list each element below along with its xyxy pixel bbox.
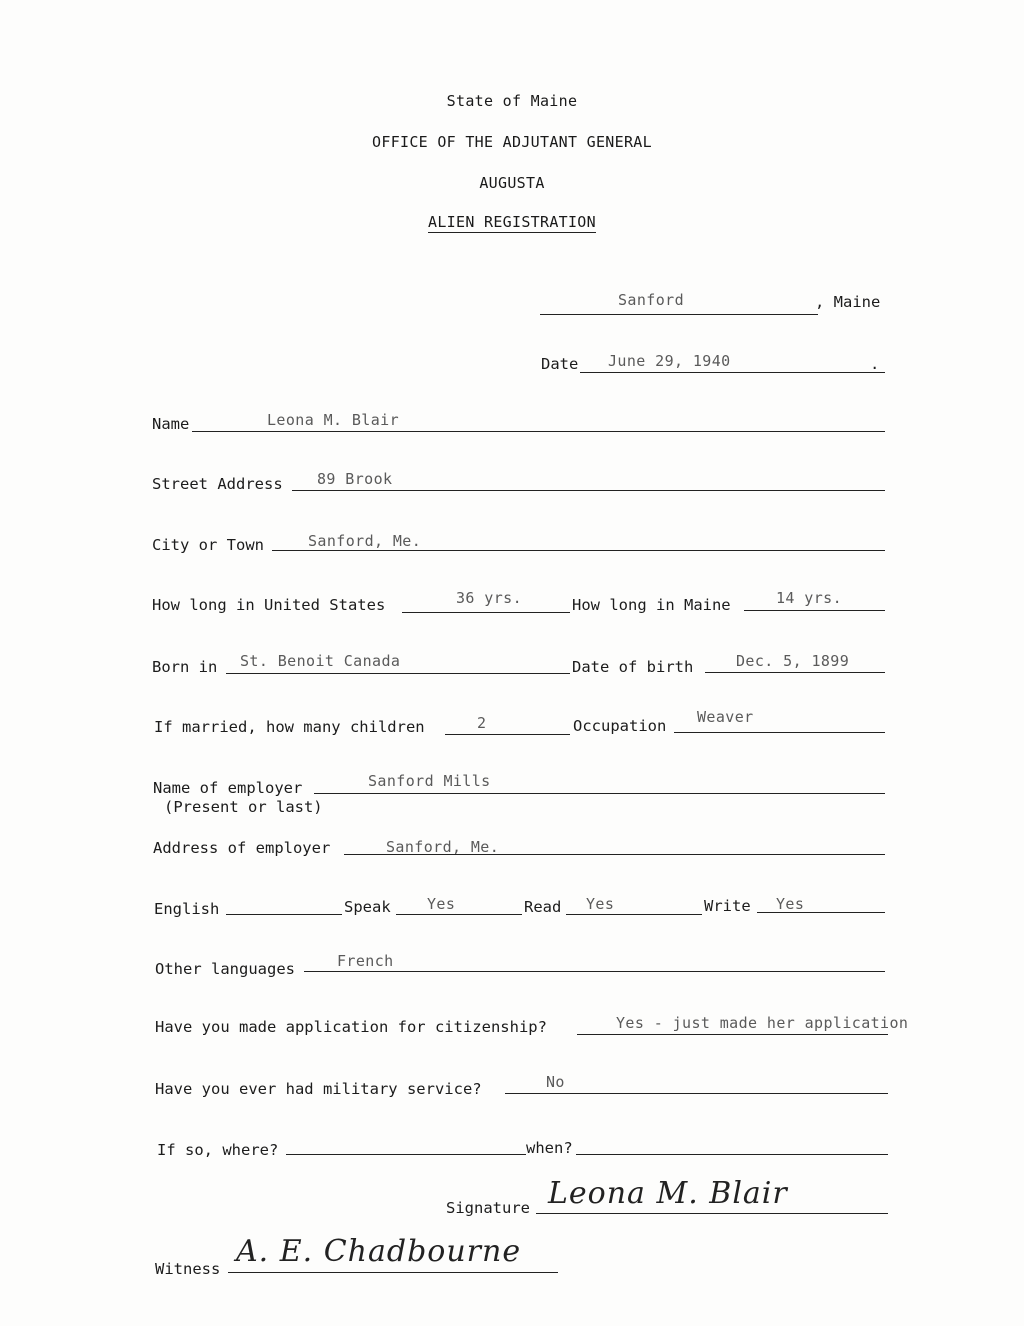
date-label: Date bbox=[541, 355, 579, 373]
write-label: Write bbox=[704, 897, 751, 915]
military-value: No bbox=[546, 1073, 565, 1091]
english-label: English bbox=[154, 900, 220, 918]
street-value: 89 Brook bbox=[317, 470, 393, 488]
speak-value: Yes bbox=[427, 895, 456, 913]
when-label: when? bbox=[526, 1139, 573, 1157]
header-city: AUGUSTA bbox=[479, 174, 545, 192]
city-label: City or Town bbox=[152, 536, 264, 554]
street-label: Street Address bbox=[152, 475, 283, 493]
date-line bbox=[580, 372, 885, 373]
how-long-maine-value: 14 yrs. bbox=[776, 589, 843, 607]
witness-value: A. E. Chadbourne bbox=[236, 1234, 522, 1269]
date-value: June 29, 1940 bbox=[608, 352, 731, 370]
signature-label: Signature bbox=[446, 1199, 530, 1217]
name-line bbox=[192, 431, 885, 432]
header-title-text: ALIEN REGISTRATION bbox=[428, 213, 596, 231]
where-line bbox=[286, 1154, 526, 1155]
witness-label: Witness bbox=[155, 1260, 221, 1278]
how-long-us-line bbox=[402, 612, 570, 613]
date-of-birth-value: Dec. 5, 1899 bbox=[736, 652, 850, 670]
employer-line bbox=[314, 793, 885, 794]
children-value: 2 bbox=[477, 714, 487, 732]
employer-address-label: Address of employer bbox=[153, 839, 331, 857]
city-value: Sanford, Me. bbox=[308, 532, 422, 550]
location-value: Sanford bbox=[618, 291, 685, 309]
how-long-maine-label: How long in Maine bbox=[572, 596, 731, 614]
date-end: . bbox=[870, 355, 880, 373]
street-line bbox=[292, 490, 885, 491]
children-label: If married, how many children bbox=[154, 718, 425, 736]
read-line bbox=[566, 914, 702, 915]
english-line bbox=[226, 914, 342, 915]
employer-value: Sanford Mills bbox=[368, 772, 491, 790]
location-line bbox=[540, 314, 818, 315]
occupation-label: Occupation bbox=[573, 717, 667, 735]
witness-line bbox=[228, 1272, 558, 1273]
header-state: State of Maine bbox=[446, 92, 578, 110]
children-line bbox=[445, 734, 570, 735]
other-languages-line bbox=[304, 971, 885, 972]
other-languages-label: Other languages bbox=[155, 960, 295, 978]
how-long-us-label: How long in United States bbox=[152, 596, 386, 614]
where-label: If so, where? bbox=[157, 1141, 279, 1159]
read-value: Yes bbox=[586, 895, 615, 913]
date-of-birth-label: Date of birth bbox=[572, 658, 694, 676]
header-title bbox=[0, 213, 1024, 231]
name-label: Name bbox=[152, 415, 190, 433]
citizenship-value: Yes - just made her application bbox=[616, 1014, 909, 1032]
how-long-us-value: 36 yrs. bbox=[456, 589, 523, 607]
name-value: Leona M. Blair bbox=[267, 411, 400, 429]
born-in-line bbox=[226, 673, 570, 674]
date-of-birth-line bbox=[705, 672, 885, 673]
employer-address-value: Sanford, Me. bbox=[386, 838, 500, 856]
citizenship-line bbox=[577, 1034, 888, 1035]
header-office: OFFICE OF THE ADJUTANT GENERAL bbox=[372, 133, 652, 151]
employer-sublabel: (Present or last) bbox=[164, 798, 323, 816]
occupation-line bbox=[674, 732, 885, 733]
born-in-value: St. Benoit Canada bbox=[240, 652, 401, 670]
signature-line bbox=[536, 1213, 888, 1214]
military-label: Have you ever had military service? bbox=[155, 1080, 482, 1098]
when-line bbox=[576, 1154, 888, 1155]
born-in-label: Born in bbox=[152, 658, 218, 676]
read-label: Read bbox=[524, 898, 562, 916]
employer-label: Name of employer bbox=[153, 779, 303, 797]
signature-value: Leona M. Blair bbox=[548, 1176, 788, 1211]
write-value: Yes bbox=[776, 895, 805, 913]
citizenship-label: Have you made application for citizenship? bbox=[155, 1018, 547, 1036]
other-languages-value: French bbox=[337, 952, 394, 970]
occupation-value: Weaver bbox=[697, 708, 754, 726]
speak-label: Speak bbox=[344, 898, 391, 916]
military-line bbox=[505, 1093, 888, 1094]
city-line bbox=[272, 550, 885, 551]
location-suffix: , Maine bbox=[815, 293, 881, 311]
speak-line bbox=[396, 914, 522, 915]
how-long-maine-line bbox=[744, 610, 885, 611]
